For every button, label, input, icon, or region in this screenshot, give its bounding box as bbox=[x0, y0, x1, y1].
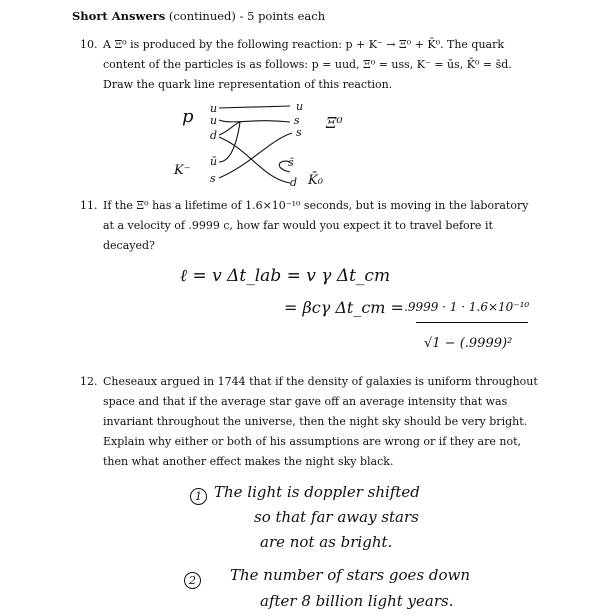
question-line: Draw the quark line representation of this reaction. bbox=[103, 78, 393, 91]
fraction-bar bbox=[416, 322, 528, 323]
answer-11-numerator: .9999 · 1 · 1.6×10⁻¹⁰ bbox=[404, 300, 530, 314]
question-number: 11. bbox=[80, 199, 98, 212]
quark-left-u1: u bbox=[210, 102, 218, 115]
kaon-label: K⁻ bbox=[174, 163, 191, 178]
proton-label: p bbox=[182, 106, 194, 127]
quark-right-s2: s bbox=[296, 126, 302, 139]
quark-left-s: s bbox=[210, 172, 216, 185]
quark-right-sbar: s̄ bbox=[288, 156, 294, 169]
question-line: space and that if the average star gave off an average intensity that was bbox=[103, 395, 508, 408]
question-line: then what another effect makes the night sky black. bbox=[103, 455, 394, 468]
answer-line: so that far away stars bbox=[254, 508, 419, 526]
quark-left-u2: u bbox=[210, 114, 218, 127]
question-line: content of the particles is as follows: p = uud, Ξ⁰ = uss, K⁻ = ūs, K̄⁰ = s̄d. bbox=[103, 58, 512, 71]
answer-marker: 2 bbox=[184, 572, 201, 589]
quark-right-d: d bbox=[290, 176, 298, 189]
quark-left-ubar: ū bbox=[210, 155, 218, 168]
question-text bbox=[103, 372, 538, 472]
question-number: 10. bbox=[80, 38, 98, 51]
k0-label: K̄₀ bbox=[308, 173, 323, 188]
answer-line: The number of stars goes down bbox=[230, 566, 471, 584]
quark-line-d-cross bbox=[219, 137, 290, 183]
question-line: Cheseaux argued in 1744 that if the density of galaxies is uniform throughout bbox=[103, 375, 538, 388]
answer-11-line-1: ℓ = v Δt_lab = v γ Δt_cm bbox=[180, 266, 391, 286]
quark-right-s1: s bbox=[294, 114, 300, 127]
quark-line-s-top bbox=[219, 120, 290, 122]
answer-11-denominator: √1 − (.9999)² bbox=[424, 336, 513, 351]
answer-11-line-2: = βcγ Δt_cm = bbox=[284, 298, 404, 317]
header-title: Short Answers bbox=[72, 9, 166, 23]
quark-line-u bbox=[219, 106, 290, 108]
question-line: at a velocity of .9999 c, how far would you expect it to travel before it bbox=[103, 219, 493, 232]
header-suffix: (continued) - 5 points each bbox=[168, 9, 326, 23]
quark-right-u: u bbox=[296, 100, 304, 113]
xi-label: Ξ⁰ bbox=[326, 114, 343, 132]
question-line: Explain why either or both of his assumptions are wrong or if they are not, bbox=[103, 435, 522, 448]
quark-line-u-annihilate bbox=[219, 122, 240, 135]
question-line: invariant throughout the universe, then the night sky should be very bright. bbox=[103, 415, 528, 428]
answer-marker: 1 bbox=[190, 488, 207, 505]
question-number: 12. bbox=[80, 375, 98, 388]
answer-line: are not as bright. bbox=[260, 533, 393, 551]
question-line: If the Ξ⁰ has a lifetime of 1.6×10⁻¹⁰ seconds, but is moving in the laboratory bbox=[103, 199, 529, 212]
question-12 bbox=[80, 372, 538, 472]
question-11 bbox=[80, 196, 529, 256]
answer-line: after 8 billion light years. bbox=[260, 592, 454, 610]
question-text bbox=[103, 196, 529, 256]
question-line: A Ξ⁰ is produced by the following reaction: p + K⁻ → Ξ⁰ + K̄⁰. The quark bbox=[103, 38, 505, 51]
question-line: decayed? bbox=[103, 239, 155, 252]
answer-line: The light is doppler shifted bbox=[214, 483, 420, 501]
quark-lines bbox=[219, 106, 292, 183]
quark-left-d: d bbox=[210, 129, 218, 142]
